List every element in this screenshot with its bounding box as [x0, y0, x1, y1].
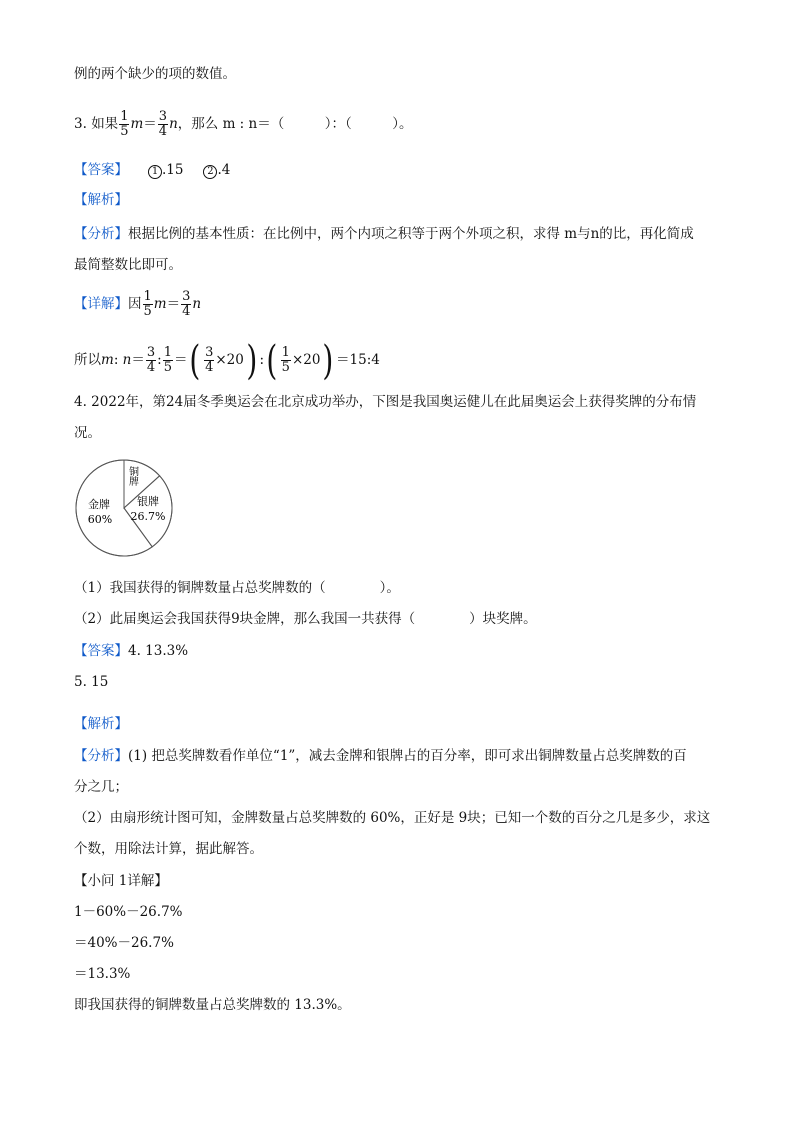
detail-3-equation: 所以m: n＝ $\frac{3}{4}$ : $\frac{1}{5}$ ＝( $\frac{3}{4}$ ×20) :( $\frac{1}{5}$ ×20) ＝15:4 — [74, 337, 380, 384]
analysis-4-2-cont: 个数，用除法计算，据此解答。 — [74, 841, 263, 857]
detail-3: 【详解】因 $\frac{1}{5}$ m＝ $\frac{3}{4}$ n — [74, 289, 202, 319]
analysis-4: 【分析】(1) 把总奖牌数看作单位“1”，减去金牌和银牌占的百分率，即可求出铜牌数量占总奖牌数的百 — [74, 748, 687, 764]
calc-step-3: ＝13.3% — [74, 966, 131, 982]
analysis-3: 【分析】根据比例的基本性质：在比例中，两个内项之积等于两个外项之积，求得 m与n的比，再化简成 — [74, 226, 694, 242]
question-4-cont: 况。 — [74, 425, 101, 441]
question-3: 3. 如果 $\frac{1}{5}$ m＝ $\frac{3}{4}$ n，那么 m : n＝（ ）：（ ）。 — [74, 109, 413, 139]
circled-1: 1 — [148, 165, 162, 179]
analysis-tag: 【解析】 — [74, 192, 128, 208]
question-4-1: （1）我国获得的铜牌数量占总奖牌数的（ ）。 — [74, 580, 400, 596]
pie-label-gold: 金牌 — [88, 498, 110, 511]
question-4: 4. 2022年，第24届冬季奥运会在北京成功举办，下图是我国奥运健儿在此届奥运会上获得奖牌的分布情 — [74, 394, 697, 410]
pie-value-gold: 60% — [87, 513, 113, 526]
answer-tag: 【答案】 — [74, 162, 128, 178]
pie-label-silver: 银牌 — [137, 495, 159, 508]
analysis-4-2: （2）由扇形统计图可知，金牌数量占总奖牌数的 60%，正好是 9块；已知一个数的百分之几是多少，求这 — [74, 810, 711, 826]
pie-value-silver: 26.7% — [130, 510, 166, 523]
fraction-1-5: $\frac{1}{5}$ — [120, 109, 129, 139]
sub-question-1-detail: 【小问 1详解】 — [74, 873, 168, 889]
analysis-3-cont: 最简整数比即可。 — [74, 257, 182, 273]
intro-text: 例的两个缺少的项的数值。 — [74, 66, 236, 82]
fraction-3-4: $\frac{3}{4}$ — [158, 109, 168, 139]
analysis-tag-2: 【解析】 — [74, 716, 128, 732]
circled-2: 2 — [203, 165, 217, 179]
calc-step-2: ＝40%－26.7% — [74, 935, 174, 951]
medal-pie-chart — [74, 456, 174, 560]
pie-label-bronze: 铜牌 — [126, 466, 138, 486]
conclusion: 即我国获得的铜牌数量占总奖牌数的 13.3%。 — [74, 997, 351, 1013]
calc-step-1: 1－60%－26.7% — [74, 904, 183, 920]
question-4-2: （2）此届奥运会我国获得9块金牌，那么我国一共获得（ ）块奖牌。 — [74, 611, 537, 627]
answer-4: 【答案】4. 13.3% — [74, 643, 189, 659]
analysis-4-cont: 分之几； — [74, 779, 128, 795]
answer-3: 【答案】 1 .15 2 .4 — [74, 162, 231, 178]
answer-5: 5. 15 — [74, 674, 109, 690]
